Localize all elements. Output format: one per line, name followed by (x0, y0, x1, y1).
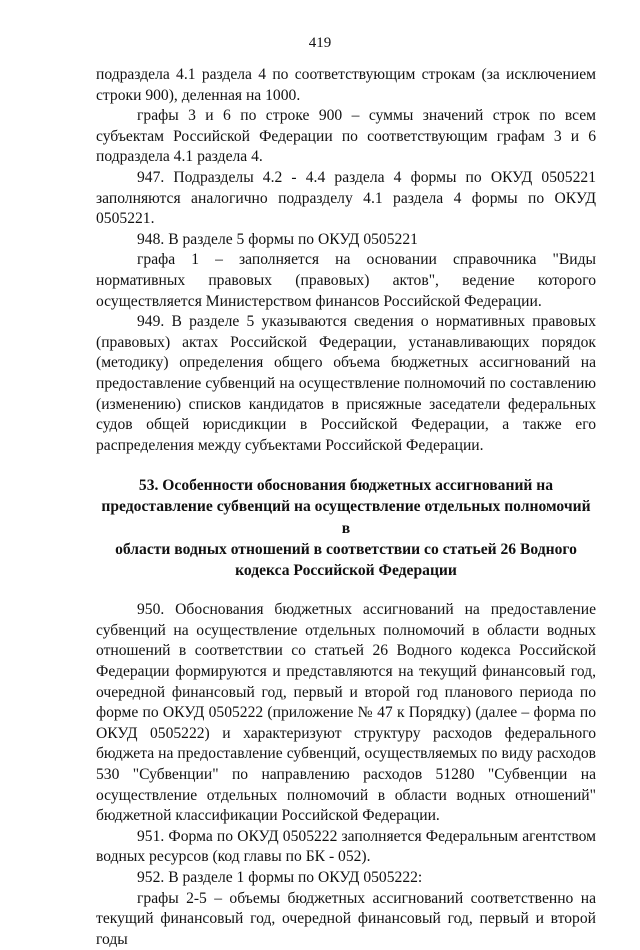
paragraphs-before-heading (96, 65, 596, 456)
heading-line: кодекса Российской Федерации (235, 562, 457, 580)
paragraph-continuation: подраздела 4.1 раздела 4 по соответствующим строкам (за исключением строки 900), деленная на 1000. (96, 66, 596, 104)
paragraph-948: 948. В разделе 5 формы по ОКУД 0505221 (137, 230, 418, 248)
page-number: 419 (308, 35, 332, 51)
heading-line: 53. Особенности обоснования бюджетных ассигнований на (138, 477, 554, 495)
paragraph-graphs-2-5: графы 2-5 – объемы бюджетных ассигнований соответственно на текущий финансовый год, очередной финансовый год, первый и второй годы (96, 889, 596, 948)
section-heading-53 (96, 475, 596, 581)
paragraph-951: 951. Форма по ОКУД 0505222 заполняется Федеральным агентством водных ресурсов (код главы по БК - 052). (96, 827, 596, 866)
paragraph-950: 950. Обоснования бюджетных ассигнований на предоставление субвенций на осуществление отдельных полномочий в области водных отношений в соответствии со статьей 26 Водного кодекса Российской Федерации формируются и представляются на текущий финансовый год, очередной финансовый год, первый и второй год планового периода по форме по ОКУД 0505222 (приложение № 47 к Порядку) (далее – форма по ОКУД 0505222) и характеризуют структуру расходов федерального бюджета на предоставление субвенций, осуществляемых по виду расходов 530 "Субвенции" по направлению расходов 51280 "Субвенции на осуществление отдельных полномочий в области водных отношений" бюджетной классификации Российской Федерации. (96, 601, 596, 825)
document-body (96, 65, 596, 950)
paragraph-graph-1: графа 1 – заполняется на основании справочника "Виды нормативных правовых (правовых) актов", ведение которого осуществляется Министерством финансов Российской Федерации. (96, 251, 596, 310)
paragraph-947: 947. Подразделы 4.2 - 4.4 раздела 4 формы по ОКУД 0505221 заполняются аналогично подразделу 4.1 раздела 4 формы по ОКУД 0505221. (96, 168, 596, 228)
paragraph-graphs-3-6: графы 3 и 6 по строке 900 – суммы значений строк по всем субъектам Российской Федерации по соответствующим графам 3 и 6 подраздела 4.1 раздела 4. (96, 107, 596, 166)
heading-line: предоставление субвенций на осуществление отдельных полномочий в (101, 498, 591, 537)
paragraph-949: 949. В разделе 5 указываются сведения о нормативных правовых (правовых) актах Российской Федерации, устанавливающих порядок (методику) определения общего объема бюджетных ассигнований на предоставление субвенций на осуществление полномочий по составлению (изменению) списков кандидатов в присяжные заседатели федеральных судов общей юрисдикции в Российской Федерации, а также его распределения между субъектами Российской Федерации. (96, 313, 596, 454)
paragraphs-after-heading (96, 600, 596, 950)
paragraph-952: 952. В разделе 1 формы по ОКУД 0505222: (137, 869, 423, 887)
heading-line: области водных отношений в соответствии со статьей 26 Водного (115, 540, 577, 558)
